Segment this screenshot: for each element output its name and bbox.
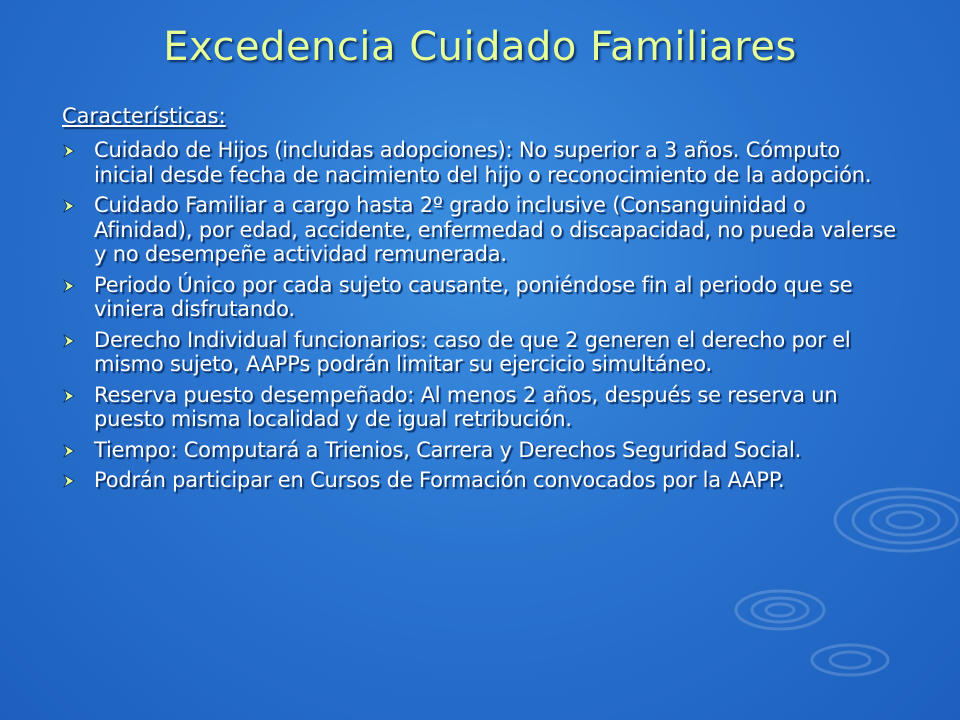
list-item-text: Reserva puesto desempeñado: Al menos 2 años, después se reserva un puesto misma localidad y de igual retribución.	[94, 382, 838, 431]
slide-title: Excedencia Cuidado Familiares	[163, 24, 797, 70]
arrow-bullet-icon	[62, 144, 76, 158]
arrow-bullet-icon	[62, 199, 76, 213]
section-heading: Características:	[62, 104, 226, 128]
bullet-list	[62, 138, 902, 493]
list-item-text: Podrán participar en Cursos de Formación convocados por la AAPP.	[94, 468, 785, 492]
slide-content	[62, 104, 902, 499]
list-item-text: Periodo Único por cada sujeto causante, poniéndose fin al periodo que se viniera disfrutando.	[94, 272, 853, 321]
list-item-text: Tiempo: Computará a Trienios, Carrera y Derechos Seguridad Social.	[94, 437, 802, 462]
arrow-bullet-icon	[62, 279, 76, 293]
list-item-text: Derecho Individual funcionarios: caso de que 2 generen el derecho por el mismo sujeto, AAPPs podrán limitar su ejercicio simultáneo.	[94, 327, 851, 376]
list-item	[62, 438, 902, 463]
list-item-text: Cuidado de Hijos (incluidas adopciones): No superior a 3 años. Cómputo inicial desde fecha de nacimiento del hijo o reconocimiento de la adopción.	[94, 138, 872, 187]
arrow-bullet-icon	[62, 474, 76, 488]
list-item	[62, 193, 902, 267]
list-item	[62, 138, 902, 187]
list-item-text: Cuidado Familiar a cargo hasta 2º grado inclusive (Consanguinidad o Afinidad), por edad, accidente, enfermedad o discapacidad, no pueda valerse y no desempeñe actividad remunerada.	[94, 193, 896, 266]
arrow-bullet-icon	[62, 334, 76, 348]
list-item	[62, 383, 902, 432]
list-item	[62, 273, 902, 322]
list-item	[62, 468, 902, 493]
arrow-bullet-icon	[62, 389, 76, 403]
list-item	[62, 328, 902, 377]
arrow-bullet-icon	[62, 444, 76, 458]
